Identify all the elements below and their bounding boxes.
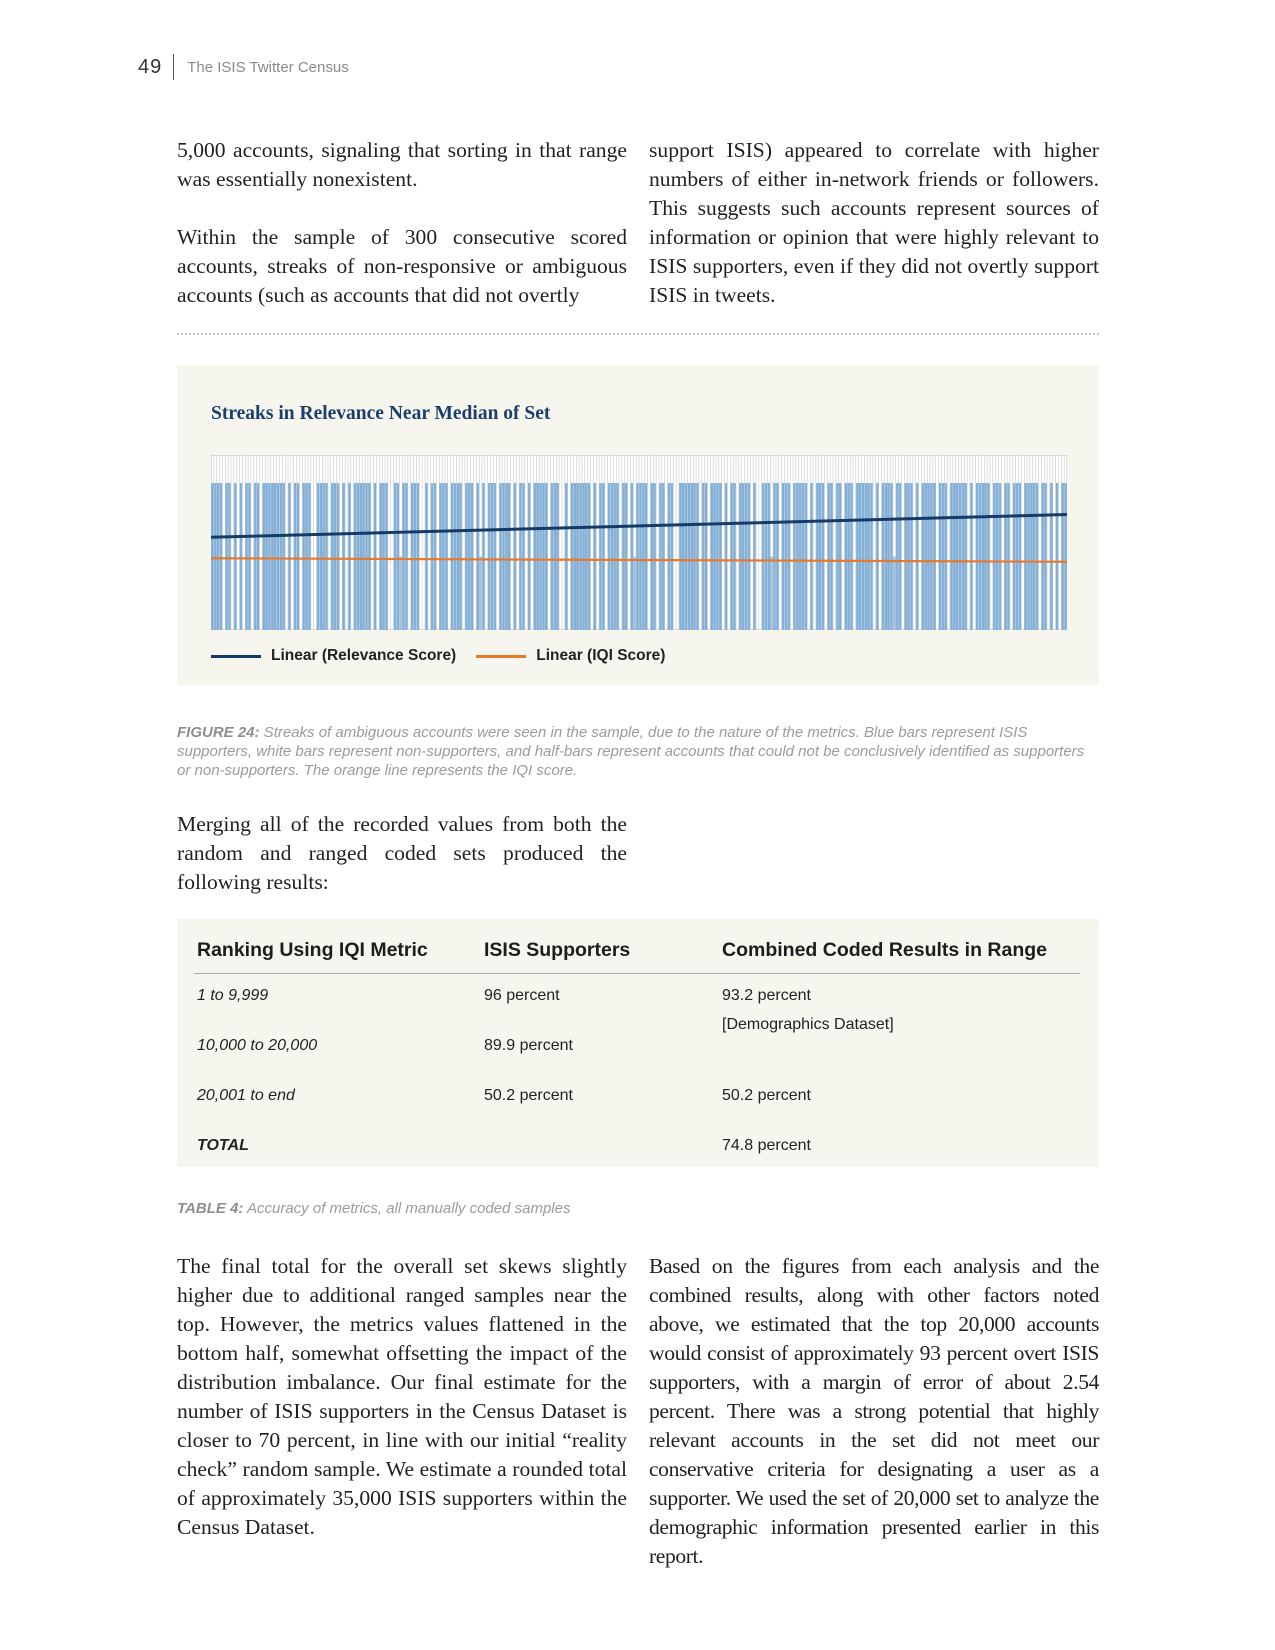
chart-bar-supporter [1064,483,1066,630]
chart-bar-supporter [765,483,767,630]
chart-bar-supporter [1027,483,1029,630]
chart-bar-ambiguous [634,557,636,631]
results-table [177,919,1099,1167]
chart-bar-supporter [499,483,501,630]
chart-bar-supporter [545,483,547,630]
chart-bar-supporter [719,483,721,630]
chart-bar-supporter [685,483,687,630]
chart-bar-supporter [599,483,601,630]
chart-bar-supporter [822,483,824,630]
legend-label-relevance: Linear (Relevance Score) [271,647,457,664]
chart-bar-ambiguous [771,557,773,631]
chart-bar-supporter [716,483,718,630]
page-header [138,52,349,82]
legend-item-relevance [211,647,456,665]
chart-bar-supporter [611,483,613,630]
chart-bar-supporter [970,483,972,630]
chart-bar-supporter [905,483,907,630]
paragraph: The final total for the overall set skews slightly higher due to additional ranged samples near the top. However, the metrics values flattened in the bottom half, somewhat offsetting the impact of the distribution imbalance. Our final estimate for the number of ISIS supporters in the Census Dataset is closer to 70 percent, in line with our initial “reality check” random sample. We estimate a rounded total of approximately 35,000 ISIS supporters within the Census Dataset. [177,1254,627,1539]
figure-caption-text: Streaks of ambiguous accounts were seen in the sample, due to the nature of the metrics. Blue bars represent ISIS supporters, white bars represent non-supporters, and half-bars represent accounts that could not be conclusively identified as supporters or non-supporters. The orange line represents the IQI score. [177,724,1085,779]
chart-bar-supporter [254,483,256,630]
top-left-column [177,136,627,310]
chart-bar-supporter [885,483,887,630]
chart-bar-supporter [576,483,578,630]
chart-bar-supporter [713,483,715,630]
chart-bar-supporter [870,483,872,630]
chart-bar-supporter [414,483,416,630]
chart-bar-supporter [602,483,604,630]
chart-bar-supporter [631,483,633,630]
chart-bar-supporter [959,483,961,630]
chart-bar-supporter [385,483,387,630]
table-cell-supporters: 96 percent [484,987,560,1004]
chart-bar-supporter [348,483,350,630]
chart-bar-supporter [976,483,978,630]
chart-bar-supporter [519,483,521,630]
section-divider [177,333,1099,335]
chart-bar-supporter [711,483,713,630]
chart-bar-supporter [830,483,832,630]
middle-paragraph [177,810,627,897]
chart-bar-supporter [354,483,356,630]
chart-bar-supporter [682,483,684,630]
chart-bar-supporter [268,483,270,630]
chart-bar-supporter [442,483,444,630]
chart-bar-ambiguous [479,557,481,631]
table-caption [177,1199,1099,1218]
chart-bar-supporter [477,483,479,630]
chart-bar-supporter [742,483,744,630]
chart-bar-supporter [488,483,490,630]
chart-bar-supporter [733,483,735,630]
chart-bar-supporter [551,483,553,630]
chart-bar-ambiguous [400,557,402,631]
chart-bar-supporter [985,483,987,630]
paragraph: Within the sample of 300 consecutive scored accounts, streaks of non-responsive or ambiguous accounts (such as accounts that did not overtly [177,225,627,307]
chart-title: Streaks in Relevance Near Median of Set [211,403,551,424]
chart-bar-supporter [922,483,924,630]
chart-bar-supporter [1007,483,1009,630]
chart-bar-supporter [585,483,587,630]
chart-bar-supporter [459,483,461,630]
chart-bar-supporter [782,483,784,630]
chart-bar-supporter [457,483,459,630]
chart-bar-supporter [616,483,618,630]
chart-bar-supporter [799,483,801,630]
chart-bar-supporter [1036,483,1038,630]
chart-bar-supporter [582,483,584,630]
chart-bar-supporter [850,483,852,630]
paragraph: Merging all of the recorded values from both the random and ranged coded sets produced the following results: [177,812,627,894]
chart-bar-supporter [696,483,698,630]
chart-bar-supporter [608,483,610,630]
chart-bar-supporter [382,483,384,630]
chart-bar-supporter [816,483,818,630]
chart-bar-supporter [265,483,267,630]
figure-caption [177,723,1099,780]
chart-bar-supporter [220,483,222,630]
chart-bar-supporter [522,483,524,630]
chart-bar-supporter [753,483,755,630]
chart-bar-supporter [987,483,989,630]
chart-bar-supporter [916,483,918,630]
legend-swatch-relevance [211,655,261,658]
chart-bar-supporter [245,483,247,630]
chart-bar-supporter [1016,483,1018,630]
chart-bar-supporter [1033,483,1035,630]
chart-bar-supporter [334,483,336,630]
paragraph: Based on the figures from each analysis and the combined results, along with other factors noted above, we estimated that the top 20,000 accounts would consist of approximately 93 percent overt ISIS supporters, with a margin of error of about 2.54 percent. There was a strong potential that highly relevant accounts in the set did not meet our conservative criteria for designating a user as a supporter. We used the set of 20,000 set to analyze the demographic information presented earlier in this report. [649,1254,1099,1568]
header-divider [173,54,174,80]
chart-bar-supporter [565,483,567,630]
chart-bar-supporter [887,483,889,630]
chart-bar-supporter [1062,483,1064,630]
chart-bar-supporter [277,483,279,630]
chart-bar-supporter [1030,483,1032,630]
chart-bar-supporter [425,483,427,630]
chart-bar-supporter [240,483,242,630]
chart-bar-supporter [528,483,530,630]
chart-bar-supporter [930,483,932,630]
chart-bar-supporter [802,483,804,630]
chart-bar-supporter [614,483,616,630]
chart-bar-supporter [411,483,413,630]
chart-bar-supporter [890,483,892,630]
chart-bar-supporter [745,483,747,630]
chart-bar-supporter [305,483,307,630]
chart-bar-supporter [337,483,339,630]
chart-bar-supporter [365,483,367,630]
table-cell-combined: 50.2 percent [722,1087,811,1104]
figure-caption-label: FIGURE 24: [177,724,260,741]
chart-bar-supporter [280,483,282,630]
chart-bar-supporter [945,483,947,630]
chart-bar-supporter [320,483,322,630]
bottom-right-column [649,1252,1099,1571]
chart-bar-supporter [397,483,399,630]
chart-bar-supporter [1019,483,1021,630]
chart-bar-supporter [654,483,656,630]
chart-bar-supporter [303,483,305,630]
chart-bar-supporter [508,483,510,630]
chart-bar-supporter [297,483,299,630]
chart-bar-supporter [214,483,216,630]
chart-bar-supporter [979,483,981,630]
chart-bar-supporter [725,483,727,630]
chart-bar-supporter [274,483,276,630]
chart-bar-supporter [896,483,898,630]
chart-bar-supporter [859,483,861,630]
chart-bar-supporter [594,483,596,630]
chart-bar-supporter [588,483,590,630]
chart-bar-supporter [962,483,964,630]
chart-bar-supporter [622,483,624,630]
chart-bar-supporter [805,483,807,630]
table-caption-label: TABLE 4: [177,1200,244,1217]
chart-bar-supporter [248,483,250,630]
chart-bar-supporter [445,483,447,630]
chart-bar-supporter [557,483,559,630]
chart-bar-supporter [679,483,681,630]
legend-item-iqi [476,647,665,665]
chart-bar-supporter [431,483,433,630]
chart-bar-supporter [374,483,376,630]
chart-bar-supporter [942,483,944,630]
chart-bar-supporter [465,483,467,630]
chart-bar-supporter [796,483,798,630]
chart-bar-supporter [651,483,653,630]
table-header-supporters: ISIS Supporters [484,939,631,961]
chart-bar-supporter [491,483,493,630]
chart-bar-supporter [217,483,219,630]
chart-bar-supporter [950,483,952,630]
chart-bar-supporter [939,483,941,630]
chart-bar-supporter [294,483,296,630]
chart-bar-supporter [882,483,884,630]
chart-bar-supporter [996,483,998,630]
chart-bar-supporter [571,483,573,630]
chart-bar-supporter [454,483,456,630]
chart-bar-supporter [402,483,404,630]
chart-bar-supporter [1042,483,1044,630]
chart-bar-supporter [876,483,878,630]
chart-bar-supporter [705,483,707,630]
chart-bar-supporter [471,483,473,630]
chart-bar-supporter [574,483,576,630]
chart-bar-supporter [691,483,693,630]
chart-bar-supporter [999,483,1001,630]
chart-bar-ambiguous [893,557,895,631]
chart-bar-supporter [645,483,647,630]
chart-bar-supporter [819,483,821,630]
table-cell-combined-note: [Demographics Dataset] [722,1016,894,1033]
chart-bar-supporter [688,483,690,630]
chart-bar-supporter [642,483,644,630]
chart-bar-supporter [865,483,867,630]
chart-bar-supporter [263,483,265,630]
chart-bar-supporter [788,483,790,630]
chart-bar-supporter [283,483,285,630]
chart-bar-supporter [899,483,901,630]
chart-bar-supporter [308,483,310,630]
chart-bar-supporter [702,483,704,630]
figure-24 [177,365,1099,685]
legend-swatch-iqi [476,655,526,658]
chart-bar-supporter [731,483,733,630]
table-cell-supporters: 50.2 percent [484,1087,573,1104]
table-cell-rank: 1 to 9,999 [197,987,269,1004]
chart-bar-supporter [982,483,984,630]
table-cell-combined-total: 74.8 percent [722,1137,811,1154]
chart-bar-supporter [505,483,507,630]
chart-bar-supporter [845,483,847,630]
chart-bar-supporter [211,483,213,630]
chart-bar-supporter [662,483,664,630]
chart-bar-supporter [927,483,929,630]
chart-bar-supporter [554,483,556,630]
chart-bar-supporter [776,483,778,630]
table-caption-text: Accuracy of metrics, all manually coded samples [243,1200,571,1217]
chart-bar-supporter [862,483,864,630]
chart-bar-supporter [1004,483,1006,630]
chart-bar-supporter [956,483,958,630]
legend-label-iqi: Linear (IQI Score) [536,647,666,664]
chart-bar-supporter [639,483,641,630]
running-title: The ISIS Twitter Census [187,58,349,76]
chart-bar-supporter [440,483,442,630]
chart-bar-supporter [362,483,364,630]
chart-bar-supporter [773,483,775,630]
chart-bar-supporter [739,483,741,630]
chart-bar-supporter [405,483,407,630]
chart-bar-supporter [271,483,273,630]
chart-bar-supporter [910,483,912,630]
chart-bar-supporter [317,483,319,630]
chart-bar-supporter [482,483,484,630]
chart-bar-supporter [636,483,638,630]
table-cell-rank: 20,001 to end [197,1087,295,1104]
table-header-row [194,929,1080,974]
chart-bar-supporter [1013,483,1015,630]
chart-bar-supporter [625,483,627,630]
chart-bar-supporter [810,483,812,630]
chart-bar-supporter [965,483,967,630]
chart-bar-supporter [785,483,787,630]
chart-bar-supporter [933,483,935,630]
chart-bar-supporter [357,483,359,630]
chart-bar-supporter [579,483,581,630]
chart-bar-supporter [1044,483,1046,630]
chart-bar-supporter [693,483,695,630]
chart-bar-supporter [793,483,795,630]
chart-bar-supporter [451,483,453,630]
chart-bar-supporter [762,483,764,630]
chart-bar-supporter [257,483,259,630]
chart-bar-supporter [1050,483,1052,630]
chart-bar-supporter [671,483,673,630]
chart-bar-supporter [848,483,850,630]
chart-bar-supporter [542,483,544,630]
paragraph: 5,000 accounts, signaling that sorting in that range was essentially nonexistent. [177,138,627,191]
table-cell-supporters: 89.9 percent [484,1037,573,1054]
chart-bar-supporter [537,483,539,630]
chart-bar-supporter [839,483,841,630]
chart-bar-supporter [907,483,909,630]
table-header-ranking: Ranking Using IQI Metric [197,939,428,961]
chart-bar-supporter [325,483,327,630]
table-cell-rank-total: TOTAL [197,1137,249,1154]
chart-bar-supporter [494,483,496,630]
chart-bar-supporter [360,483,362,630]
chart-bar-supporter [856,483,858,630]
chart-bar-supporter [748,483,750,630]
chart-bar-supporter [668,483,670,630]
table-cell-rank: 10,000 to 20,000 [197,1037,318,1054]
chart-bar-supporter [323,483,325,630]
top-right-column [649,136,1099,310]
chart-bar-supporter [288,483,290,630]
chart-bar-supporter [380,483,382,630]
chart-bar-supporter [468,483,470,630]
chart-bar-supporter [1056,483,1058,630]
table-header-combined: Combined Coded Results in Range [722,939,1048,961]
chart-bar-supporter [993,483,995,630]
chart-bar-supporter [868,483,870,630]
bottom-left-column [177,1252,627,1542]
relevance-chart [211,455,1067,630]
chart-legend [211,647,685,665]
chart-bar-supporter [836,483,838,630]
chart-bar-supporter [1024,483,1026,630]
chart-bar-supporter [953,483,955,630]
chart-bar-supporter [768,483,770,630]
paragraph: support ISIS) appeared to correlate with higher numbers of either in-network friends or followers. This suggests such accounts represent sources of information or opinion that were highly relevant to ISIS supporters, even if they did not overtly support ISIS in tweets. [649,138,1099,307]
chart-bar-supporter [514,483,516,630]
chart-bar-supporter [925,483,927,630]
chart-bar-supporter [417,483,419,630]
chart-bar-supporter [343,483,345,630]
chart-bar-supporter [394,483,396,630]
chart-bar-supporter [368,483,370,630]
chart-bar-supporter [226,483,228,630]
chart-bar-supporter [434,483,436,630]
chart-bar-supporter [828,483,830,630]
chart-bar-supporter [659,483,661,630]
chart-bar-supporter [502,483,504,630]
chart-bar-supporter [539,483,541,630]
chart-bar-supporter [234,483,236,630]
table-cell-combined: 93.2 percent [722,987,811,1004]
chart-bar-supporter [228,483,230,630]
chart-bar-supporter [534,483,536,630]
page-number: 49 [138,55,163,78]
chart-bar-supporter [331,483,333,630]
